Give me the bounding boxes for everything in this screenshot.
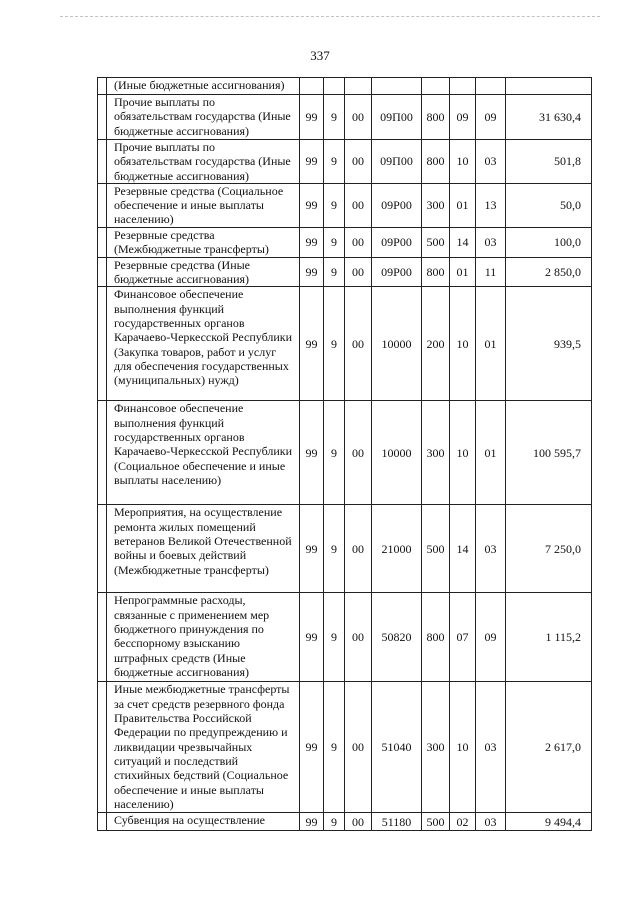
sum-cell: 7 250,0 [506, 505, 592, 593]
code-direction-cell: 51040 [372, 682, 422, 813]
code-main-event-cell: 00 [345, 140, 372, 184]
expense-type-cell: 300 [422, 401, 450, 505]
subsection-cell: 13 [476, 183, 506, 227]
code-main-event-cell [345, 78, 372, 95]
sum-cell: 939,5 [506, 287, 592, 401]
table-row [98, 78, 592, 95]
sum-cell: 2 617,0 [506, 682, 592, 813]
subsection-cell [476, 78, 506, 95]
code-program-cell: 99 [300, 593, 324, 682]
code-subprogram-cell: 9 [324, 95, 345, 140]
subsection-cell: 01 [476, 287, 506, 401]
table-row [98, 505, 592, 593]
code-subprogram-cell: 9 [324, 287, 345, 401]
code-subprogram-cell: 9 [324, 401, 345, 505]
row-margin-cell [98, 287, 107, 401]
code-main-event-cell: 00 [345, 257, 372, 287]
code-direction-cell: 21000 [372, 505, 422, 593]
row-name-cell: Резервные средства (Иные бюджетные ассигнования) [107, 257, 300, 287]
row-margin-cell [98, 183, 107, 227]
row-margin-cell [98, 593, 107, 682]
code-program-cell: 99 [300, 140, 324, 184]
expense-type-cell: 800 [422, 257, 450, 287]
expense-type-cell: 300 [422, 682, 450, 813]
expense-type-cell: 800 [422, 140, 450, 184]
section-cell: 07 [450, 593, 476, 682]
subsection-cell: 03 [476, 140, 506, 184]
table-row [98, 682, 592, 813]
table-row [98, 227, 592, 257]
row-name-cell: Иные межбюджетные трансферты за счет средств резервного фонда Правительства Российской Федерации по предупреждению и ликвидации чрезвычайных ситуаций и последствий стихийных бедствий (Социальное обеспечение и иные выплаты населению) [107, 682, 300, 813]
code-subprogram-cell: 9 [324, 505, 345, 593]
code-direction-cell: 09Р00 [372, 257, 422, 287]
sum-cell [506, 78, 592, 95]
code-program-cell: 99 [300, 505, 324, 593]
expense-type-cell: 200 [422, 287, 450, 401]
row-margin-cell [98, 682, 107, 813]
code-subprogram-cell: 9 [324, 682, 345, 813]
code-program-cell: 99 [300, 95, 324, 140]
code-program-cell: 99 [300, 682, 324, 813]
code-main-event-cell: 00 [345, 95, 372, 140]
section-cell: 10 [450, 682, 476, 813]
code-direction-cell: 09П00 [372, 140, 422, 184]
code-direction-cell [372, 78, 422, 95]
code-main-event-cell: 00 [345, 287, 372, 401]
section-cell: 01 [450, 183, 476, 227]
code-program-cell: 99 [300, 401, 324, 505]
expense-type-cell: 800 [422, 95, 450, 140]
code-direction-cell: 09Р00 [372, 227, 422, 257]
row-margin-cell [98, 95, 107, 140]
code-direction-cell: 09Р00 [372, 183, 422, 227]
row-name-cell: Субвенция на осуществление [107, 813, 300, 831]
section-cell: 14 [450, 227, 476, 257]
row-margin-cell [98, 505, 107, 593]
code-subprogram-cell: 9 [324, 593, 345, 682]
expense-type-cell: 300 [422, 183, 450, 227]
section-cell: 02 [450, 813, 476, 831]
code-program-cell: 99 [300, 813, 324, 831]
subsection-cell: 03 [476, 505, 506, 593]
code-direction-cell: 09П00 [372, 95, 422, 140]
row-margin-cell [98, 78, 107, 95]
row-margin-cell [98, 227, 107, 257]
sum-cell: 31 630,4 [506, 95, 592, 140]
sum-cell: 501,8 [506, 140, 592, 184]
expense-type-cell: 500 [422, 505, 450, 593]
row-name-cell: (Иные бюджетные ассигнования) [107, 78, 300, 95]
section-cell: 10 [450, 140, 476, 184]
expense-type-cell: 800 [422, 593, 450, 682]
code-direction-cell: 51180 [372, 813, 422, 831]
expense-type-cell [422, 78, 450, 95]
subsection-cell: 03 [476, 813, 506, 831]
section-cell: 10 [450, 401, 476, 505]
table-row [98, 95, 592, 140]
subsection-cell: 03 [476, 682, 506, 813]
code-program-cell: 99 [300, 227, 324, 257]
code-subprogram-cell: 9 [324, 813, 345, 831]
code-main-event-cell: 00 [345, 593, 372, 682]
code-subprogram-cell: 9 [324, 227, 345, 257]
table-body [98, 78, 592, 831]
row-name-cell: Прочие выплаты по обязательствам государства (Иные бюджетные ассигнования) [107, 95, 300, 140]
row-name-cell: Непрограммные расходы, связанные с применением мер бюджетного принуждения по бесспорному взысканию штрафных средств (Иные бюджетные ассигнования) [107, 593, 300, 682]
code-direction-cell: 10000 [372, 287, 422, 401]
table-row [98, 257, 592, 287]
code-subprogram-cell: 9 [324, 183, 345, 227]
table-row [98, 813, 592, 831]
page-number: 337 [310, 48, 330, 63]
row-margin-cell [98, 140, 107, 184]
subsection-cell: 01 [476, 401, 506, 505]
scan-artifact-line [60, 16, 600, 17]
row-name-cell: Резервные средства (Социальное обеспечение и иные выплаты населению) [107, 183, 300, 227]
code-subprogram-cell: 9 [324, 257, 345, 287]
row-name-cell: Резервные средства (Межбюджетные трансферты) [107, 227, 300, 257]
table-row [98, 401, 592, 505]
table-row [98, 183, 592, 227]
code-subprogram-cell: 9 [324, 140, 345, 184]
code-main-event-cell: 00 [345, 813, 372, 831]
code-main-event-cell: 00 [345, 505, 372, 593]
table-row [98, 287, 592, 401]
row-name-cell: Финансовое обеспечение выполнения функций государственных органов Карачаево-Черкесской Республики (Закупка товаров, работ и услуг для обеспечения государственных (муниципальных) нужд) [107, 287, 300, 401]
code-program-cell: 99 [300, 183, 324, 227]
expense-type-cell: 500 [422, 813, 450, 831]
code-subprogram-cell [324, 78, 345, 95]
sum-cell: 2 850,0 [506, 257, 592, 287]
section-cell: 01 [450, 257, 476, 287]
subsection-cell: 09 [476, 593, 506, 682]
sum-cell: 9 494,4 [506, 813, 592, 831]
row-name-cell: Финансовое обеспечение выполнения функций государственных органов Карачаево-Черкесской Республики (Социальное обеспечение и иные выплаты населению) [107, 401, 300, 505]
row-name-cell: Прочие выплаты по обязательствам государства (Иные бюджетные ассигнования) [107, 140, 300, 184]
sum-cell: 1 115,2 [506, 593, 592, 682]
row-margin-cell [98, 257, 107, 287]
sum-cell: 50,0 [506, 183, 592, 227]
code-program-cell: 99 [300, 257, 324, 287]
section-cell: 10 [450, 287, 476, 401]
table-row [98, 140, 592, 184]
code-main-event-cell: 00 [345, 682, 372, 813]
code-direction-cell: 50820 [372, 593, 422, 682]
code-direction-cell: 10000 [372, 401, 422, 505]
section-cell: 14 [450, 505, 476, 593]
table-row [98, 593, 592, 682]
section-cell [450, 78, 476, 95]
section-cell: 09 [450, 95, 476, 140]
subsection-cell: 09 [476, 95, 506, 140]
code-main-event-cell: 00 [345, 227, 372, 257]
code-main-event-cell: 00 [345, 401, 372, 505]
subsection-cell: 03 [476, 227, 506, 257]
row-name-cell: Мероприятия, на осуществление ремонта жилых помещений ветеранов Великой Отечественной войны и боевых действий (Межбюджетные трансферты) [107, 505, 300, 593]
code-main-event-cell: 00 [345, 183, 372, 227]
code-program-cell [300, 78, 324, 95]
budget-table [97, 77, 592, 831]
expense-type-cell: 500 [422, 227, 450, 257]
row-margin-cell [98, 401, 107, 505]
row-margin-cell [98, 813, 107, 831]
code-program-cell: 99 [300, 287, 324, 401]
subsection-cell: 11 [476, 257, 506, 287]
sum-cell: 100,0 [506, 227, 592, 257]
sum-cell: 100 595,7 [506, 401, 592, 505]
